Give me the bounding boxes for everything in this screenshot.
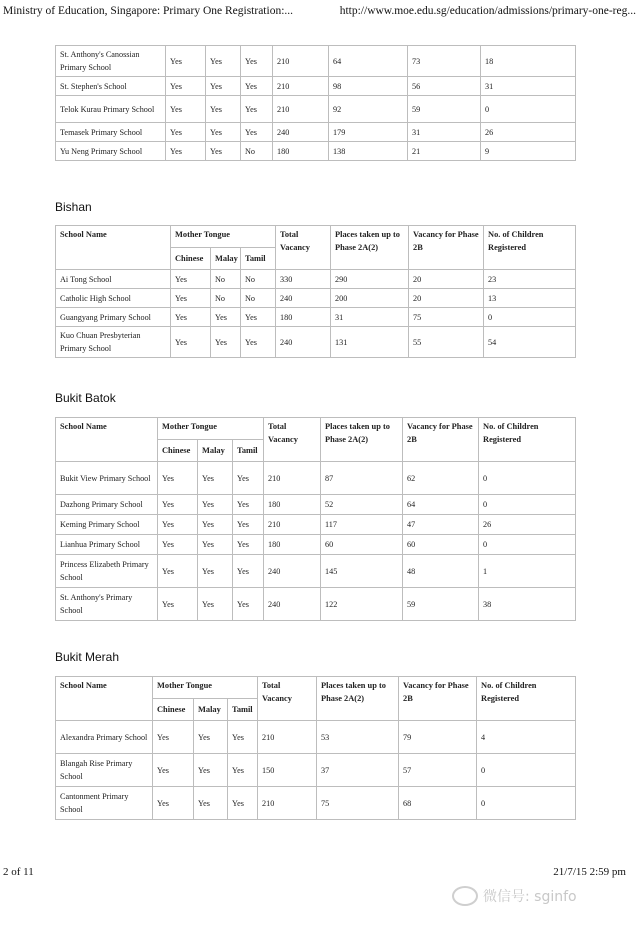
section-title-bukit-batok: Bukit Batok — [55, 391, 116, 405]
cell-tamil: Yes — [241, 308, 276, 327]
cell-school-name: Guangyang Primary School — [56, 308, 171, 327]
cell-school-name: St. Stephen's School — [56, 77, 166, 96]
cell-total-vacancy: 180 — [273, 142, 329, 161]
cell-children-registered: 0 — [481, 96, 576, 123]
column-header-total-vacancy: Total Vacancy — [258, 677, 317, 721]
cell-school-name: Dazhong Primary School — [56, 495, 158, 515]
cell-vacancy-phase-2b: 47 — [403, 515, 479, 535]
cell-children-registered: 9 — [481, 142, 576, 161]
column-header-chinese: Chinese — [171, 248, 211, 270]
cell-total-vacancy: 210 — [264, 462, 321, 495]
column-header-school-name: School Name — [56, 418, 158, 462]
column-header-children-registered: No. of Children Registered — [484, 226, 576, 270]
cell-children-registered: 0 — [479, 535, 576, 555]
cell-school-name: Catholic High School — [56, 289, 171, 308]
column-header-tamil: Tamil — [241, 248, 276, 270]
cell-vacancy-phase-2b: 62 — [403, 462, 479, 495]
cell-total-vacancy: 150 — [258, 754, 317, 787]
cell-vacancy-phase-2b: 20 — [409, 270, 484, 289]
cell-tamil: Yes — [233, 535, 264, 555]
cell-vacancy-phase-2b: 55 — [409, 327, 484, 358]
cell-chinese: Yes — [158, 555, 198, 588]
cell-chinese: Yes — [158, 588, 198, 621]
cell-malay: Yes — [206, 46, 241, 77]
cell-children-registered: 0 — [479, 462, 576, 495]
cell-children-registered: 26 — [479, 515, 576, 535]
cell-school-name: Temasek Primary School — [56, 123, 166, 142]
cell-school-name: Alexandra Primary School — [56, 721, 153, 754]
cell-chinese: Yes — [158, 495, 198, 515]
column-header-total-vacancy: Total Vacancy — [276, 226, 331, 270]
cell-vacancy-phase-2b: 31 — [408, 123, 481, 142]
column-header-tamil: Tamil — [233, 440, 264, 462]
cell-total-vacancy: 210 — [273, 96, 329, 123]
cell-malay: Yes — [194, 787, 228, 820]
cell-malay: Yes — [194, 754, 228, 787]
column-header-places-taken: Places taken up to Phase 2A(2) — [317, 677, 399, 721]
cell-children-registered: 26 — [481, 123, 576, 142]
column-header-vacancy-phase-2b: Vacancy for Phase 2B — [399, 677, 477, 721]
table-row — [56, 787, 576, 820]
cell-malay: Yes — [198, 588, 233, 621]
cell-places-taken: 131 — [331, 327, 409, 358]
cell-tamil: Yes — [241, 96, 273, 123]
cell-children-registered: 0 — [484, 308, 576, 327]
table-row — [56, 123, 576, 142]
vacancy-table-bishan — [55, 225, 576, 358]
table-row — [56, 721, 576, 754]
cell-malay: Yes — [206, 77, 241, 96]
column-header-malay: Malay — [211, 248, 241, 270]
cell-places-taken: 52 — [321, 495, 403, 515]
cell-school-name: Yu Neng Primary School — [56, 142, 166, 161]
cell-tamil: Yes — [233, 555, 264, 588]
cell-school-name: Cantonment Primary School — [56, 787, 153, 820]
table-row — [56, 535, 576, 555]
cell-places-taken: 31 — [331, 308, 409, 327]
cell-total-vacancy: 240 — [276, 327, 331, 358]
cell-chinese: Yes — [166, 142, 206, 161]
cell-places-taken: 138 — [329, 142, 408, 161]
cell-chinese: Yes — [158, 515, 198, 535]
column-header-mother-tongue: Mother Tongue — [158, 418, 264, 440]
cell-places-taken: 75 — [317, 787, 399, 820]
cell-chinese: Yes — [171, 308, 211, 327]
cell-total-vacancy: 210 — [273, 46, 329, 77]
table-row — [56, 495, 576, 515]
vacancy-table-continued — [55, 45, 576, 161]
page-number: 2 of 11 — [3, 866, 34, 878]
cell-children-registered: 13 — [484, 289, 576, 308]
cell-malay: Yes — [198, 495, 233, 515]
cell-chinese: Yes — [158, 535, 198, 555]
cell-vacancy-phase-2b: 73 — [408, 46, 481, 77]
cell-vacancy-phase-2b: 64 — [403, 495, 479, 515]
column-header-children-registered: No. of Children Registered — [477, 677, 576, 721]
cell-total-vacancy: 210 — [258, 787, 317, 820]
cell-places-taken: 37 — [317, 754, 399, 787]
table-row — [56, 754, 576, 787]
column-header-places-taken: Places taken up to Phase 2A(2) — [331, 226, 409, 270]
column-header-school-name: School Name — [56, 226, 171, 270]
column-header-chinese: Chinese — [153, 699, 194, 721]
cell-total-vacancy: 240 — [273, 123, 329, 142]
cell-school-name: Princess Elizabeth Primary School — [56, 555, 158, 588]
cell-school-name: Telok Kurau Primary School — [56, 96, 166, 123]
cell-places-taken: 98 — [329, 77, 408, 96]
column-header-school-name: School Name — [56, 677, 153, 721]
vacancy-table-bukit-merah — [55, 676, 576, 820]
cell-tamil: No — [241, 142, 273, 161]
cell-chinese: Yes — [166, 77, 206, 96]
cell-school-name: St. Anthony's Canossian Primary School — [56, 46, 166, 77]
column-header-children-registered: No. of Children Registered — [479, 418, 576, 462]
column-header-tamil: Tamil — [228, 699, 258, 721]
cell-total-vacancy: 240 — [264, 588, 321, 621]
cell-tamil: Yes — [241, 46, 273, 77]
cell-malay: Yes — [198, 462, 233, 495]
cell-chinese: Yes — [166, 123, 206, 142]
cell-tamil: Yes — [233, 588, 264, 621]
cell-children-registered: 1 — [479, 555, 576, 588]
cell-places-taken: 179 — [329, 123, 408, 142]
cell-school-name: Ai Tong School — [56, 270, 171, 289]
cell-chinese: Yes — [166, 96, 206, 123]
cell-malay: Yes — [198, 555, 233, 588]
cell-places-taken: 60 — [321, 535, 403, 555]
cell-places-taken: 117 — [321, 515, 403, 535]
cell-chinese: Yes — [153, 721, 194, 754]
table-row — [56, 46, 576, 77]
table-row — [56, 555, 576, 588]
table-row — [56, 270, 576, 289]
cell-children-registered: 23 — [484, 270, 576, 289]
cell-vacancy-phase-2b: 57 — [399, 754, 477, 787]
cell-chinese: Yes — [171, 289, 211, 308]
table-row — [56, 462, 576, 495]
column-header-vacancy-phase-2b: Vacancy for Phase 2B — [409, 226, 484, 270]
table-row — [56, 96, 576, 123]
table-row — [56, 327, 576, 358]
cell-vacancy-phase-2b: 59 — [408, 96, 481, 123]
cell-children-registered: 0 — [479, 495, 576, 515]
cell-places-taken: 290 — [331, 270, 409, 289]
watermark-text: 微信号: sginfo — [483, 889, 577, 905]
cell-vacancy-phase-2b: 75 — [409, 308, 484, 327]
cell-vacancy-phase-2b: 68 — [399, 787, 477, 820]
cell-children-registered: 4 — [477, 721, 576, 754]
cell-chinese: Yes — [153, 754, 194, 787]
cell-malay: Yes — [211, 327, 241, 358]
cell-places-taken: 122 — [321, 588, 403, 621]
cell-malay: Yes — [211, 308, 241, 327]
table-row — [56, 142, 576, 161]
cell-places-taken: 145 — [321, 555, 403, 588]
document-url: http://www.moe.edu.sg/education/admissions/primary-one-reg... — [339, 5, 636, 17]
cell-malay: Yes — [206, 123, 241, 142]
column-header-vacancy-phase-2b: Vacancy for Phase 2B — [403, 418, 479, 462]
cell-places-taken: 64 — [329, 46, 408, 77]
table-row — [56, 515, 576, 535]
cell-tamil: Yes — [228, 787, 258, 820]
cell-school-name: Bukit View Primary School — [56, 462, 158, 495]
column-header-total-vacancy: Total Vacancy — [264, 418, 321, 462]
document-title: Ministry of Education, Singapore: Primary One Registration:... — [3, 5, 294, 17]
cell-total-vacancy: 180 — [264, 535, 321, 555]
table-row — [56, 77, 576, 96]
cell-chinese: Yes — [171, 270, 211, 289]
vacancy-table-bukit-batok — [55, 417, 576, 621]
column-header-malay: Malay — [198, 440, 233, 462]
cell-tamil: Yes — [241, 327, 276, 358]
cell-chinese: Yes — [171, 327, 211, 358]
cell-total-vacancy: 210 — [273, 77, 329, 96]
cell-vacancy-phase-2b: 20 — [409, 289, 484, 308]
watermark — [452, 886, 577, 906]
cell-vacancy-phase-2b: 48 — [403, 555, 479, 588]
cell-total-vacancy: 210 — [264, 515, 321, 535]
column-header-places-taken: Places taken up to Phase 2A(2) — [321, 418, 403, 462]
cell-vacancy-phase-2b: 60 — [403, 535, 479, 555]
cell-school-name: Blangah Rise Primary School — [56, 754, 153, 787]
column-header-mother-tongue: Mother Tongue — [153, 677, 258, 699]
cell-vacancy-phase-2b: 56 — [408, 77, 481, 96]
cell-vacancy-phase-2b: 79 — [399, 721, 477, 754]
cell-children-registered: 18 — [481, 46, 576, 77]
cell-chinese: Yes — [158, 462, 198, 495]
cell-school-name: Lianhua Primary School — [56, 535, 158, 555]
cell-tamil: Yes — [233, 462, 264, 495]
cell-total-vacancy: 330 — [276, 270, 331, 289]
cell-malay: Yes — [206, 142, 241, 161]
cell-tamil: No — [241, 289, 276, 308]
cell-tamil: Yes — [241, 77, 273, 96]
cell-places-taken: 87 — [321, 462, 403, 495]
cell-vacancy-phase-2b: 59 — [403, 588, 479, 621]
column-header-malay: Malay — [194, 699, 228, 721]
cell-total-vacancy: 180 — [276, 308, 331, 327]
cell-tamil: No — [241, 270, 276, 289]
table-row — [56, 289, 576, 308]
cell-children-registered: 38 — [479, 588, 576, 621]
cell-school-name: St. Anthony's Primary School — [56, 588, 158, 621]
cell-places-taken: 200 — [331, 289, 409, 308]
cell-malay: Yes — [198, 515, 233, 535]
cell-children-registered: 31 — [481, 77, 576, 96]
table-row — [56, 308, 576, 327]
cell-malay: No — [211, 270, 241, 289]
cell-school-name: Keming Primary School — [56, 515, 158, 535]
cell-malay: Yes — [194, 721, 228, 754]
cell-school-name: Kuo Chuan Presbyterian Primary School — [56, 327, 171, 358]
print-datetime: 21/7/15 2:59 pm — [553, 866, 626, 878]
cell-tamil: Yes — [241, 123, 273, 142]
cell-tamil: Yes — [233, 495, 264, 515]
cell-total-vacancy: 180 — [264, 495, 321, 515]
header-row — [56, 418, 576, 440]
cell-tamil: Yes — [233, 515, 264, 535]
column-header-mother-tongue: Mother Tongue — [171, 226, 276, 248]
table-row — [56, 588, 576, 621]
cell-tamil: Yes — [228, 721, 258, 754]
cell-chinese: Yes — [153, 787, 194, 820]
section-title-bishan: Bishan — [55, 200, 92, 214]
wechat-icon — [452, 886, 478, 906]
cell-total-vacancy: 210 — [258, 721, 317, 754]
cell-places-taken: 53 — [317, 721, 399, 754]
header-row — [56, 677, 576, 699]
column-header-chinese: Chinese — [158, 440, 198, 462]
cell-children-registered: 54 — [484, 327, 576, 358]
section-title-bukit-merah: Bukit Merah — [55, 650, 120, 664]
cell-tamil: Yes — [228, 754, 258, 787]
cell-children-registered: 0 — [477, 754, 576, 787]
header-row — [56, 226, 576, 248]
cell-total-vacancy: 240 — [264, 555, 321, 588]
cell-vacancy-phase-2b: 21 — [408, 142, 481, 161]
cell-chinese: Yes — [166, 46, 206, 77]
cell-malay: No — [211, 289, 241, 308]
cell-total-vacancy: 240 — [276, 289, 331, 308]
cell-malay: Yes — [198, 535, 233, 555]
cell-malay: Yes — [206, 96, 241, 123]
cell-children-registered: 0 — [477, 787, 576, 820]
cell-places-taken: 92 — [329, 96, 408, 123]
